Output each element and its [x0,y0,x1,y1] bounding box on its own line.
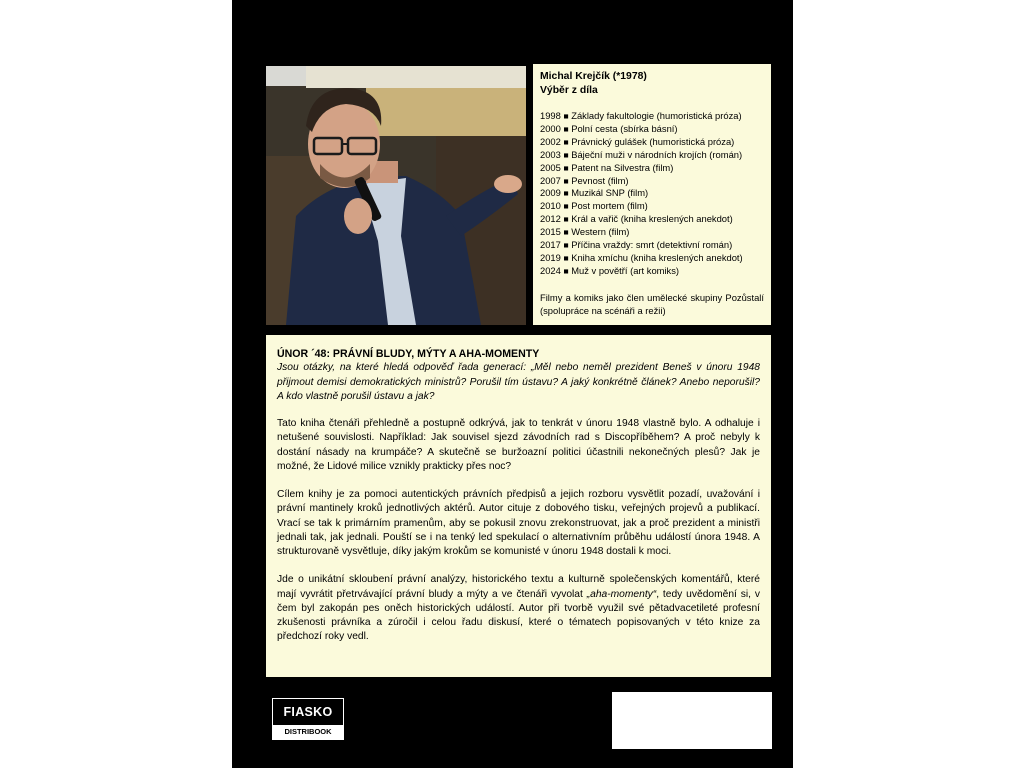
bullet-icon: ■ [563,188,569,199]
work-year: 2015 [540,226,561,238]
work-title: Báječní muži v národních krojích (román) [571,148,743,160]
work-title: Pevnost (film) [571,174,629,186]
book-intro: Jsou otázky, na které hledá odpověď řada generací: „Měl nebo neměl prezident Beneš v únoru 1948 přijmout demisi demokratických ministrů? Porušil tím ústavu? A jaký konkrétně článek? Anebo neporušil? A kdo vlastně porušil ústavu a jak? [277,362,760,402]
barcode-area [612,692,772,749]
work-title: Polní cesta (sbírka básní) [571,122,678,134]
author-name: Michal Krejčík (*1978) [540,71,647,82]
list-item [540,110,764,123]
work-year: 2000 [540,122,561,134]
bullet-icon: ■ [563,123,569,134]
bullet-icon: ■ [563,240,569,251]
work-title: Základy fakultologie (humoristická próza) [571,110,742,121]
paragraph-3-emphasis: „aha-momenty“ [586,588,657,600]
work-year: 2003 [540,148,561,160]
paragraph-1: Tato kniha čtenáři přehledně a postupně odkrývá, jak to tenkrát v únoru 1948 vlastně bylo. A odhaluje i netušené souvislosti. Například: Jak souvisel sjezd závodních rad s Discopříběhem? A proč nebyly k dostání násady na krumpáče? A skutečně se buržoazní politici účastnili nekonečných plesů? Jak je možné, že Lidové milice vznikly prakticky přes noc? [277,418,760,472]
bullet-icon: ■ [563,214,569,225]
bullet-icon: ■ [563,201,569,212]
work-title: Patent na Silvestra (film) [571,161,674,173]
work-year: 2017 [540,239,561,251]
work-year: 2007 [540,174,561,186]
work-title: Kniha xmíchu (kniha kreslených anekdot) [571,251,743,263]
distributor-name: DISTRIBOOK [273,725,343,739]
bullet-icon: ■ [563,162,569,173]
book-description-panel [266,335,771,677]
paragraph-3-part-1: Jde o unikátní skloubení právní analýzy, historického textu a kulturně společenských komentářů, které mají vyvrátit přetrvávající právní bludy a mýty a ve čtenáři vyvolat [277,574,760,600]
work-title: Muž v povětří (art komiks) [571,264,680,276]
work-year: 2012 [540,213,561,225]
publisher-logo [272,698,344,740]
paragraph-3-part-2: , tedy uvědomění si, v čem byl zakopán pes oněch historických událostí. Autor při tvorbě využil své pětadvacetileté profesní zkušenosti právníka a zúročil i celou řadu diskusí, které o tématech popisovaných v této knize za předchozí roky vedl. [277,588,761,643]
work-title: Právnický gulášek (humoristická próza) [571,135,735,147]
work-year: 2005 [540,161,561,173]
work-title: Post mortem (film) [571,200,648,212]
work-title: Muzikál SNP (film) [571,187,649,199]
bullet-icon: ■ [563,175,569,186]
author-photo-illustration [266,66,526,325]
bullet-icon: ■ [563,252,569,263]
list-item [540,175,764,188]
paragraph-2: Cílem knihy je za pomoci autentických právních předpisů a jejich rozboru vysvětlit pozadí, uvažování i právní mantinely kroků jednotlivých aktérů. Autor cituje z dobového tisku, veřejných projevů a publikací. Vrací se tak k primárním pramenům, aby se pokusil znovu zrekonstruovat, jak a proč prezident a ministři jednali tak, jak jednali. Pouští se i na tenký led spekulací o alternativním průběhu událostí února 1948. A strukturovaně vysvětluje, díky jakým krokům se komunisté v únoru 1948 dostali k moci. [277,489,760,557]
list-item [540,162,764,175]
list-item [540,252,764,265]
works-subtitle: Výběr z díla [540,85,598,96]
author-bio-panel [533,64,771,325]
bullet-icon: ■ [563,111,569,121]
list-item [540,226,764,239]
list-item [540,149,764,162]
bullet-icon: ■ [563,149,569,160]
list-item [540,239,764,252]
paragraph-3 [277,573,760,644]
book-heading: ÚNOR ´48: PRÁVNÍ BLUDY, MÝTY A AHA-MOMENTY [277,348,540,360]
work-title: Král a vařič (kniha kreslených anekdot) [571,213,733,225]
list-item [540,123,764,136]
list-item [540,187,764,200]
bullet-icon: ■ [563,136,569,147]
work-year: 2019 [540,251,561,263]
work-title: Příčina vraždy: smrt (detektivní román) [571,239,733,251]
works-list [540,110,764,278]
list-item [540,265,764,278]
work-year: 2010 [540,200,561,212]
work-title: Western (film) [571,226,630,238]
bullet-icon: ■ [563,227,569,238]
work-year: 2009 [540,187,561,199]
bio-note: Filmy a komiks jako člen umělecké skupiny Pozůstalí (spolupráce na scénáři a režii) [540,291,764,316]
publisher-name: FIASKO [283,705,333,719]
list-item [540,213,764,226]
work-year: 2024 [540,264,561,276]
bullet-icon: ■ [563,265,569,276]
work-year: 1998 [540,110,561,121]
author-photo [266,66,526,325]
work-year: 2002 [540,135,561,147]
list-item [540,200,764,213]
list-item [540,136,764,149]
